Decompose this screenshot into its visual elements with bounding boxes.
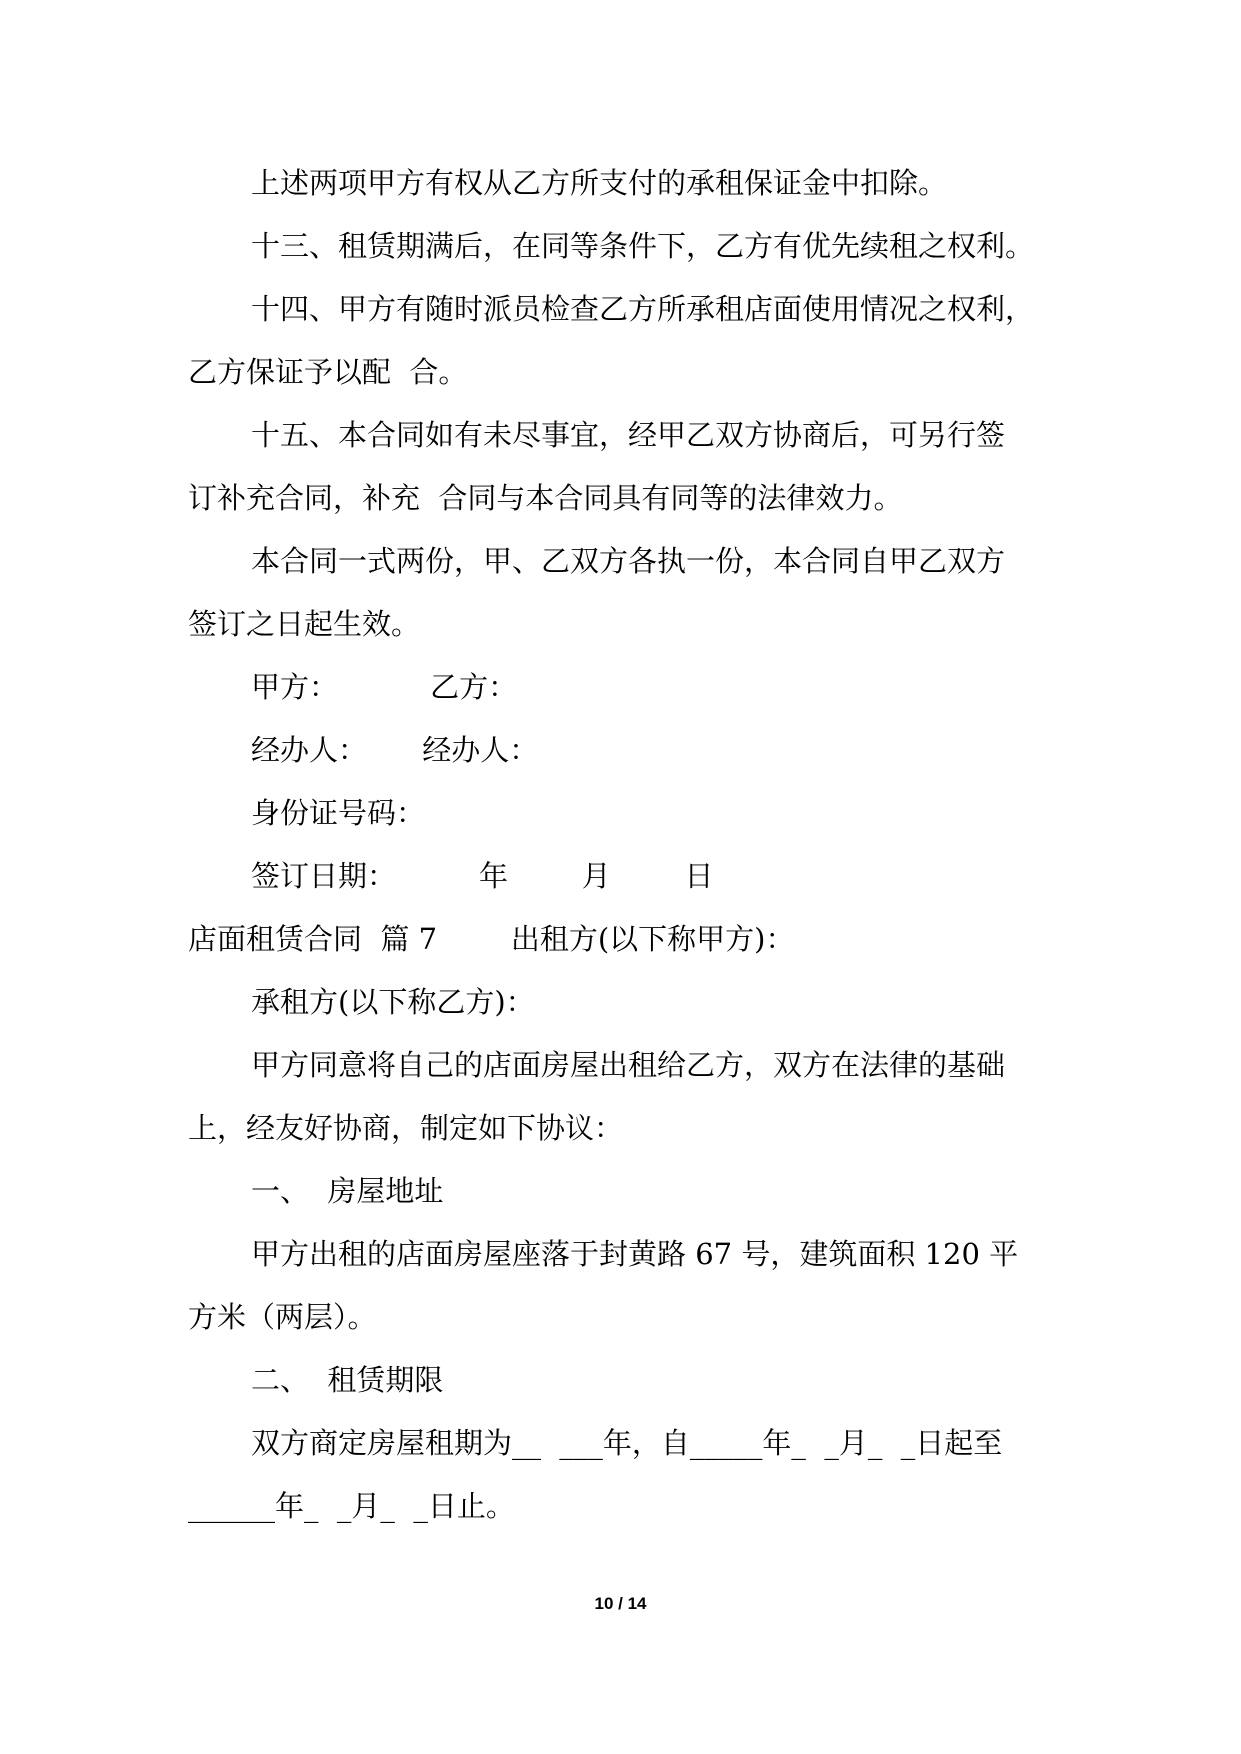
signature-id-number: 身份证号码： — [251, 796, 426, 830]
clause-13: 十三、租赁期满后，在同等条件下，乙方有优先续租之权利。 — [251, 229, 1035, 263]
paragraph-line: 上，经友好协商，制定如下协议： — [188, 1111, 624, 1145]
paragraph-line: ______年_ _月_ _日止。 — [188, 1489, 515, 1523]
paragraph-line: 方米（两层）。 — [188, 1300, 377, 1334]
page-number: 10 / 14 — [594, 1594, 647, 1613]
lessee-line: 承租方(以下称乙方)： — [251, 985, 535, 1019]
paragraph-line: 订补充合同，补充 合同与本合同具有同等的法律效力。 — [188, 481, 903, 515]
clause-heading-term: 二、 租赁期限 — [251, 1363, 444, 1397]
clause-14: 十四、甲方有随时派员检查乙方所承租店面使用情况之权利， — [251, 292, 1035, 326]
paragraph-line: 甲方出租的店面房屋座落于封黄路 67 号，建筑面积 120 平 — [251, 1237, 1019, 1271]
signature-parties: 甲方： 乙方： — [251, 670, 518, 704]
clause-15: 十五、本合同如有未尽事宜，经甲乙双方协商后，可另行签 — [251, 418, 1006, 452]
paragraph-line: 双方商定房屋租期为__ ___年，自_____年_ _月_ _日起至 — [251, 1426, 1003, 1460]
signature-date: 签订日期： 年 月 日 — [251, 859, 714, 893]
paragraph-line: 甲方同意将自己的店面房屋出租给乙方，双方在法律的基础 — [251, 1048, 1006, 1082]
paragraph-line: 乙方保证予以配 合。 — [188, 355, 468, 389]
section-heading-7: 店面租赁合同 篇 7 出租方(以下称甲方)： — [188, 922, 795, 956]
paragraph-line: 签订之日起生效。 — [188, 607, 421, 641]
paragraph-line: 本合同一式两份，甲、乙双方各执一份，本合同自甲乙双方 — [251, 544, 1006, 578]
clause-heading-address: 一、 房屋地址 — [251, 1174, 444, 1208]
signature-agents: 经办人： 经办人： — [251, 733, 539, 767]
paragraph-line: 上述两项甲方有权从乙方所支付的承租保证金中扣除。 — [251, 166, 948, 200]
